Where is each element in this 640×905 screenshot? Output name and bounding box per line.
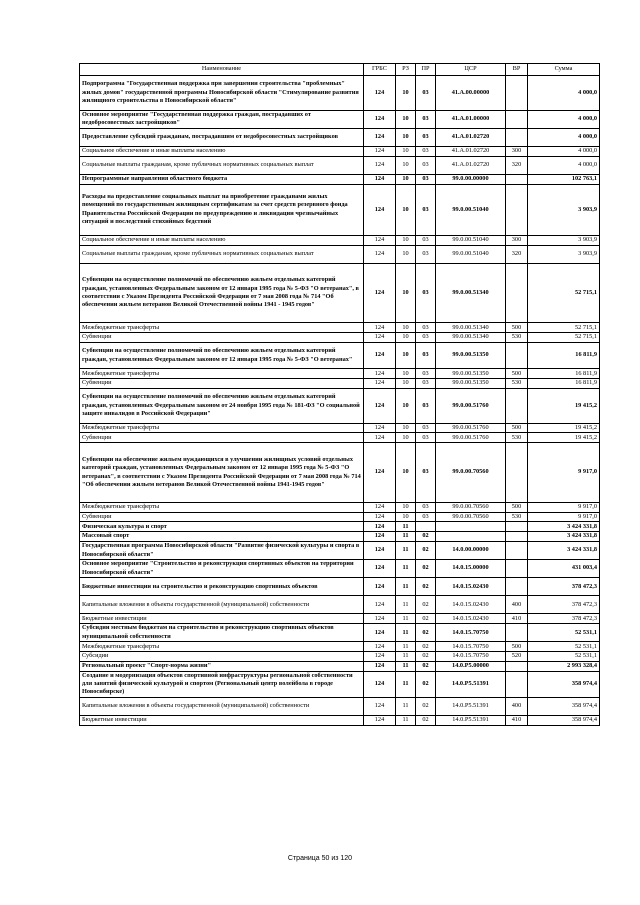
header-csr: ЦСР — [436, 64, 506, 76]
row-rz: 11 — [396, 671, 416, 697]
row-vr: 520 — [506, 652, 528, 662]
row-name: Непрограммные направления областного бюджета — [80, 174, 364, 184]
row-vr: 530 — [506, 433, 528, 443]
budget-table — [79, 63, 600, 726]
row-rz: 10 — [396, 146, 416, 156]
row-sum: 52 715,1 — [528, 333, 600, 343]
row-name: Субвенции — [80, 379, 364, 389]
row-grbs: 124 — [364, 578, 396, 596]
row-sum: 4 000,0 — [528, 76, 600, 111]
row-grbs: 124 — [364, 184, 396, 235]
row-grbs: 124 — [364, 502, 396, 512]
row-vr: 320 — [506, 156, 528, 174]
row-grbs: 124 — [364, 379, 396, 389]
row-sum: 9 917,0 — [528, 512, 600, 522]
row-name: Бюджетные инвестиции — [80, 716, 364, 726]
row-sum: 19 415,2 — [528, 423, 600, 433]
row-sum: 378 472,3 — [528, 578, 600, 596]
row-sum: 358 974,4 — [528, 671, 600, 697]
table-row — [80, 333, 600, 343]
table-row — [80, 174, 600, 184]
row-pr: 03 — [416, 263, 436, 323]
table-row — [80, 614, 600, 624]
row-csr: 41.А.01.02720 — [436, 128, 506, 146]
row-pr: 03 — [416, 184, 436, 235]
row-rz: 10 — [396, 110, 416, 128]
row-rz: 10 — [396, 423, 416, 433]
row-vr: 500 — [506, 323, 528, 333]
row-name: Субвенции на осуществление полномочий по обеспечению жильем отдельных категорий граждан, установленных Федеральным законом от 12 января 1995 года № 5-ФЗ "О ветеранах", в соответствии с Указом Президента Российской Федерации от 7 мая 2008 года № 714 "Об обеспечении жильем ветеранов Великой Отечественной войны 1941 - 1945 годов" — [80, 263, 364, 323]
row-name: Субсидии местным бюджетам на строительство и реконструкцию спортивных объектов муниципальной собственности — [80, 624, 364, 642]
row-name: Межбюджетные трансферты — [80, 423, 364, 433]
row-grbs: 124 — [364, 245, 396, 263]
row-vr — [506, 624, 528, 642]
header-grbs: ГРБС — [364, 64, 396, 76]
row-csr: 99.0.00.70560 — [436, 443, 506, 503]
row-rz: 10 — [396, 323, 416, 333]
row-rz: 10 — [396, 433, 416, 443]
row-pr: 03 — [416, 110, 436, 128]
row-vr — [506, 342, 528, 368]
row-pr: 02 — [416, 596, 436, 614]
row-csr: 14.0.00.00000 — [436, 541, 506, 559]
row-sum: 3 424 331,8 — [528, 541, 600, 559]
table-row — [80, 433, 600, 443]
table-row — [80, 578, 600, 596]
row-grbs: 124 — [364, 174, 396, 184]
row-sum: 3 424 331,8 — [528, 532, 600, 542]
row-name: Бюджетные инвестиции — [80, 614, 364, 624]
row-grbs: 124 — [364, 614, 396, 624]
row-csr: 99.0.00.70560 — [436, 502, 506, 512]
row-pr: 02 — [416, 698, 436, 716]
row-vr: 530 — [506, 512, 528, 522]
row-grbs: 124 — [364, 110, 396, 128]
row-rz: 11 — [396, 596, 416, 614]
row-csr: 41.А.00.00000 — [436, 76, 506, 111]
row-sum: 19 415,2 — [528, 433, 600, 443]
table-row — [80, 235, 600, 245]
row-sum: 358 974,4 — [528, 716, 600, 726]
row-pr: 03 — [416, 388, 436, 423]
table-row — [80, 184, 600, 235]
row-sum: 52 715,1 — [528, 323, 600, 333]
table-row — [80, 716, 600, 726]
row-rz: 10 — [396, 369, 416, 379]
header-rz: РЗ — [396, 64, 416, 76]
row-csr: 14.0.P5.51391 — [436, 671, 506, 697]
table-row — [80, 541, 600, 559]
row-grbs: 124 — [364, 342, 396, 368]
table-row — [80, 128, 600, 146]
row-vr: 500 — [506, 423, 528, 433]
row-vr: 400 — [506, 698, 528, 716]
row-pr: 03 — [416, 333, 436, 343]
row-name: Основное мероприятие "Государственная поддержка граждан, пострадавших от недобросовестных застройщиков" — [80, 110, 364, 128]
table-row — [80, 443, 600, 503]
row-rz: 11 — [396, 642, 416, 652]
row-csr — [436, 532, 506, 542]
row-sum: 2 993 328,4 — [528, 661, 600, 671]
row-sum: 9 917,0 — [528, 443, 600, 503]
row-rz: 10 — [396, 235, 416, 245]
row-grbs: 124 — [364, 443, 396, 503]
row-pr: 03 — [416, 423, 436, 433]
row-csr: 99.0.00.00000 — [436, 174, 506, 184]
row-vr: 410 — [506, 614, 528, 624]
row-vr: 530 — [506, 333, 528, 343]
row-rz: 11 — [396, 698, 416, 716]
row-sum: 102 763,1 — [528, 174, 600, 184]
row-sum: 16 811,9 — [528, 342, 600, 368]
table-row — [80, 110, 600, 128]
row-rz: 10 — [396, 379, 416, 389]
row-grbs: 124 — [364, 624, 396, 642]
header-name: Наименование — [80, 64, 364, 76]
row-csr: 99.0.00.51350 — [436, 342, 506, 368]
row-name: Капитальные вложения в объекты государственной (муниципальной) собственности — [80, 596, 364, 614]
table-row — [80, 388, 600, 423]
row-pr: 03 — [416, 512, 436, 522]
row-sum: 431 003,4 — [528, 560, 600, 578]
row-name: Бюджетные инвестиции на строительство и реконструкцию спортивных объектов — [80, 578, 364, 596]
row-grbs: 124 — [364, 560, 396, 578]
row-pr: 02 — [416, 614, 436, 624]
row-vr: 500 — [506, 502, 528, 512]
row-pr: 02 — [416, 652, 436, 662]
row-vr: 410 — [506, 716, 528, 726]
table-row — [80, 560, 600, 578]
table-row — [80, 522, 600, 532]
row-sum: 19 415,2 — [528, 388, 600, 423]
row-name: Субвенции — [80, 433, 364, 443]
row-grbs: 124 — [364, 333, 396, 343]
row-vr — [506, 541, 528, 559]
row-name: Предоставление субсидий гражданам, пострадавшим от недобросовестных застройщиков — [80, 128, 364, 146]
row-sum: 3 903,9 — [528, 245, 600, 263]
row-name: Межбюджетные трансферты — [80, 323, 364, 333]
row-name: Государственная программа Новосибирской области "Развитие физической культуры и спорта в Новосибирской области" — [80, 541, 364, 559]
row-pr: 03 — [416, 174, 436, 184]
row-grbs: 124 — [364, 156, 396, 174]
row-sum: 4 000,0 — [528, 128, 600, 146]
row-vr: 500 — [506, 642, 528, 652]
row-sum: 16 811,9 — [528, 379, 600, 389]
row-grbs: 124 — [364, 235, 396, 245]
row-grbs: 124 — [364, 541, 396, 559]
row-name: Основное мероприятие "Строительство и реконструкция спортивных объектов на территории Новосибирской области" — [80, 560, 364, 578]
row-pr: 03 — [416, 502, 436, 512]
row-grbs: 124 — [364, 522, 396, 532]
row-pr: 02 — [416, 642, 436, 652]
row-grbs: 124 — [364, 146, 396, 156]
row-grbs: 124 — [364, 596, 396, 614]
row-name: Физическая культура и спорт — [80, 522, 364, 532]
row-pr: 02 — [416, 671, 436, 697]
row-grbs: 124 — [364, 323, 396, 333]
row-sum: 52 531,1 — [528, 642, 600, 652]
row-name: Социальные выплаты гражданам, кроме публичных нормативных социальных выплат — [80, 156, 364, 174]
row-csr: 41.А.01.00000 — [436, 110, 506, 128]
row-sum: 9 917,0 — [528, 502, 600, 512]
row-vr — [506, 578, 528, 596]
row-grbs: 124 — [364, 423, 396, 433]
row-csr: 14.0.15.70750 — [436, 652, 506, 662]
row-pr: 02 — [416, 541, 436, 559]
row-sum: 16 811,9 — [528, 369, 600, 379]
row-pr: 03 — [416, 379, 436, 389]
table-row — [80, 263, 600, 323]
table-body — [80, 76, 600, 726]
row-vr — [506, 443, 528, 503]
row-vr: 400 — [506, 596, 528, 614]
row-sum: 52 531,1 — [528, 624, 600, 642]
row-grbs: 124 — [364, 263, 396, 323]
row-rz: 10 — [396, 245, 416, 263]
table-row — [80, 624, 600, 642]
row-pr: 03 — [416, 128, 436, 146]
row-rz: 10 — [396, 443, 416, 503]
row-pr — [416, 522, 436, 532]
row-name: Межбюджетные трансферты — [80, 369, 364, 379]
row-csr: 14.0.15.02430 — [436, 614, 506, 624]
row-rz: 10 — [396, 502, 416, 512]
row-rz: 10 — [396, 512, 416, 522]
row-pr: 03 — [416, 245, 436, 263]
row-rz: 11 — [396, 716, 416, 726]
row-grbs: 124 — [364, 652, 396, 662]
header-vr: ВР — [506, 64, 528, 76]
row-vr — [506, 671, 528, 697]
row-csr: 14.0.15.02430 — [436, 578, 506, 596]
header-sum: Сумма — [528, 64, 600, 76]
row-csr: 99.0.00.51040 — [436, 184, 506, 235]
row-grbs: 124 — [364, 642, 396, 652]
row-rz: 11 — [396, 652, 416, 662]
row-rz: 10 — [396, 128, 416, 146]
row-pr: 03 — [416, 323, 436, 333]
row-csr: 99.0.00.51040 — [436, 235, 506, 245]
row-pr: 03 — [416, 369, 436, 379]
table-header-row — [80, 64, 600, 76]
row-name: Субвенции — [80, 512, 364, 522]
row-pr: 03 — [416, 443, 436, 503]
row-vr — [506, 76, 528, 111]
row-name: Межбюджетные трансферты — [80, 642, 364, 652]
row-name: Расходы на предоставление социальных выплат на приобретение гражданами жилых помещений по государственным жилищным сертификатам за счет средств резервного фонда Правительства Российской Федерации по предупреждению и ликвидации чрезвычайных ситуаций и последствий стихийных бедствий — [80, 184, 364, 235]
table-row — [80, 532, 600, 542]
table-row — [80, 379, 600, 389]
row-pr: 03 — [416, 433, 436, 443]
row-sum: 4 000,0 — [528, 110, 600, 128]
row-rz: 10 — [396, 333, 416, 343]
row-csr: 99.0.00.51040 — [436, 245, 506, 263]
row-name: Создание и модернизация объектов спортивной инфраструктуры региональной собственности для занятий физической культурой и спортом (Региональный центр волейбола в городе Новосибирске) — [80, 671, 364, 697]
row-csr: 99.0.00.51760 — [436, 423, 506, 433]
row-grbs: 124 — [364, 716, 396, 726]
row-csr: 99.0.00.51340 — [436, 333, 506, 343]
row-vr — [506, 184, 528, 235]
row-name: Субвенции на обеспечение жильем нуждающихся в улучшении жилищных условий отдельных категорий граждан, установленных Федеральным законом от 12 января 1995 года № 5-ФЗ "О ветеранах", в соответствии с Указом Президента Российской Федерации от 7 мая 2008 года № 714 "Об обеспечении жильем ветеранов Великой Отечественной войны 1941-1945 годов" — [80, 443, 364, 503]
table-row — [80, 652, 600, 662]
row-vr: 300 — [506, 235, 528, 245]
row-grbs: 124 — [364, 369, 396, 379]
row-vr — [506, 128, 528, 146]
row-rz: 11 — [396, 578, 416, 596]
header-pr: ПР — [416, 64, 436, 76]
table-row — [80, 661, 600, 671]
row-rz: 11 — [396, 624, 416, 642]
row-name: Межбюджетные трансферты — [80, 502, 364, 512]
table-row — [80, 698, 600, 716]
row-csr: 14.0.15.02430 — [436, 596, 506, 614]
table-row — [80, 146, 600, 156]
row-grbs: 124 — [364, 128, 396, 146]
table-row — [80, 596, 600, 614]
row-grbs: 124 — [364, 433, 396, 443]
row-rz: 10 — [396, 388, 416, 423]
row-vr: 320 — [506, 245, 528, 263]
row-name: Субвенции на осуществление полномочий по обеспечению жильем отдельных категорий граждан, установленных Федеральным законом от 12 января 1995 года № 5-ФЗ "О ветеранах" — [80, 342, 364, 368]
row-name: Капитальные вложения в объекты государственной (муниципальной) собственности — [80, 698, 364, 716]
row-csr: 14.0.15.70750 — [436, 624, 506, 642]
table-row — [80, 156, 600, 174]
row-vr — [506, 174, 528, 184]
row-vr — [506, 661, 528, 671]
row-rz: 11 — [396, 661, 416, 671]
table-row — [80, 245, 600, 263]
row-rz: 10 — [396, 156, 416, 174]
row-grbs: 124 — [364, 388, 396, 423]
row-rz: 10 — [396, 184, 416, 235]
table-row — [80, 342, 600, 368]
row-grbs: 124 — [364, 671, 396, 697]
row-rz: 11 — [396, 541, 416, 559]
row-rz: 10 — [396, 342, 416, 368]
row-grbs: 124 — [364, 512, 396, 522]
table-row — [80, 512, 600, 522]
row-vr — [506, 532, 528, 542]
row-csr: 99.0.00.51340 — [436, 263, 506, 323]
row-pr: 03 — [416, 342, 436, 368]
table-row — [80, 423, 600, 433]
row-sum: 4 000,0 — [528, 146, 600, 156]
row-name: Субвенции — [80, 333, 364, 343]
row-pr: 02 — [416, 716, 436, 726]
row-name: Подпрограмма "Государственная поддержка при завершении строительства "проблемных" жилых домов" государственной программы Новосибирской области "Стимулирование развития жилищного строительства в Новосибирской области" — [80, 76, 364, 111]
row-csr: 14.0.P5.51391 — [436, 716, 506, 726]
row-sum: 3 424 331,8 — [528, 522, 600, 532]
row-sum: 52 715,1 — [528, 263, 600, 323]
row-grbs: 124 — [364, 76, 396, 111]
row-pr: 03 — [416, 76, 436, 111]
row-name: Социальное обеспечение и иные выплаты населению — [80, 146, 364, 156]
row-csr: 99.0.00.51340 — [436, 323, 506, 333]
row-pr: 02 — [416, 532, 436, 542]
row-pr: 03 — [416, 235, 436, 245]
row-csr: 41.А.01.02720 — [436, 156, 506, 174]
row-pr: 02 — [416, 560, 436, 578]
row-sum: 3 903,9 — [528, 184, 600, 235]
row-csr: 99.0.00.51350 — [436, 379, 506, 389]
row-rz: 11 — [396, 614, 416, 624]
row-pr: 02 — [416, 624, 436, 642]
row-csr — [436, 522, 506, 532]
row-name: Массовый спорт — [80, 532, 364, 542]
row-name: Субвенции на осуществление полномочий по обеспечению жильем отдельных категорий граждан, установленных Федеральным законом от 24 ноября 1995 года № 181-ФЗ "О социальной защите инвалидов в Российской Федерации" — [80, 388, 364, 423]
row-vr: 530 — [506, 379, 528, 389]
row-rz: 11 — [396, 532, 416, 542]
row-name: Субсидии — [80, 652, 364, 662]
table-row — [80, 642, 600, 652]
row-pr: 02 — [416, 578, 436, 596]
row-sum: 3 903,9 — [528, 235, 600, 245]
row-name: Социальные выплаты гражданам, кроме публичных нормативных социальных выплат — [80, 245, 364, 263]
row-vr — [506, 263, 528, 323]
row-csr: 14.0.15.00000 — [436, 560, 506, 578]
row-vr: 300 — [506, 146, 528, 156]
row-vr: 500 — [506, 369, 528, 379]
row-name: Социальное обеспечение и иные выплаты населению — [80, 235, 364, 245]
table-row — [80, 76, 600, 111]
table-row — [80, 323, 600, 333]
row-sum: 52 531,1 — [528, 652, 600, 662]
table-row — [80, 369, 600, 379]
row-rz: 11 — [396, 560, 416, 578]
row-pr: 02 — [416, 661, 436, 671]
row-rz: 11 — [396, 522, 416, 532]
table-row — [80, 502, 600, 512]
row-csr: 14.0.P5.51391 — [436, 698, 506, 716]
row-sum: 378 472,3 — [528, 596, 600, 614]
row-grbs: 124 — [364, 698, 396, 716]
row-rz: 10 — [396, 263, 416, 323]
row-csr: 99.0.00.51760 — [436, 388, 506, 423]
row-rz: 10 — [396, 174, 416, 184]
row-sum: 4 000,0 — [528, 156, 600, 174]
row-sum: 378 472,3 — [528, 614, 600, 624]
row-csr: 99.0.00.70560 — [436, 512, 506, 522]
row-grbs: 124 — [364, 532, 396, 542]
row-csr: 99.0.00.51760 — [436, 433, 506, 443]
row-pr: 03 — [416, 156, 436, 174]
row-csr: 14.0.P5.00000 — [436, 661, 506, 671]
row-vr — [506, 560, 528, 578]
row-vr — [506, 522, 528, 532]
row-name: Региональный проект "Спорт-норма жизни" — [80, 661, 364, 671]
page-number: Страница 50 из 120 — [287, 855, 353, 862]
row-csr: 14.0.15.70750 — [436, 642, 506, 652]
row-csr: 41.А.01.02720 — [436, 146, 506, 156]
row-pr: 03 — [416, 146, 436, 156]
row-csr: 99.0.00.51350 — [436, 369, 506, 379]
row-sum: 358 974,4 — [528, 698, 600, 716]
table-row — [80, 671, 600, 697]
row-rz: 10 — [396, 76, 416, 111]
row-vr — [506, 388, 528, 423]
row-vr — [506, 110, 528, 128]
row-grbs: 124 — [364, 661, 396, 671]
